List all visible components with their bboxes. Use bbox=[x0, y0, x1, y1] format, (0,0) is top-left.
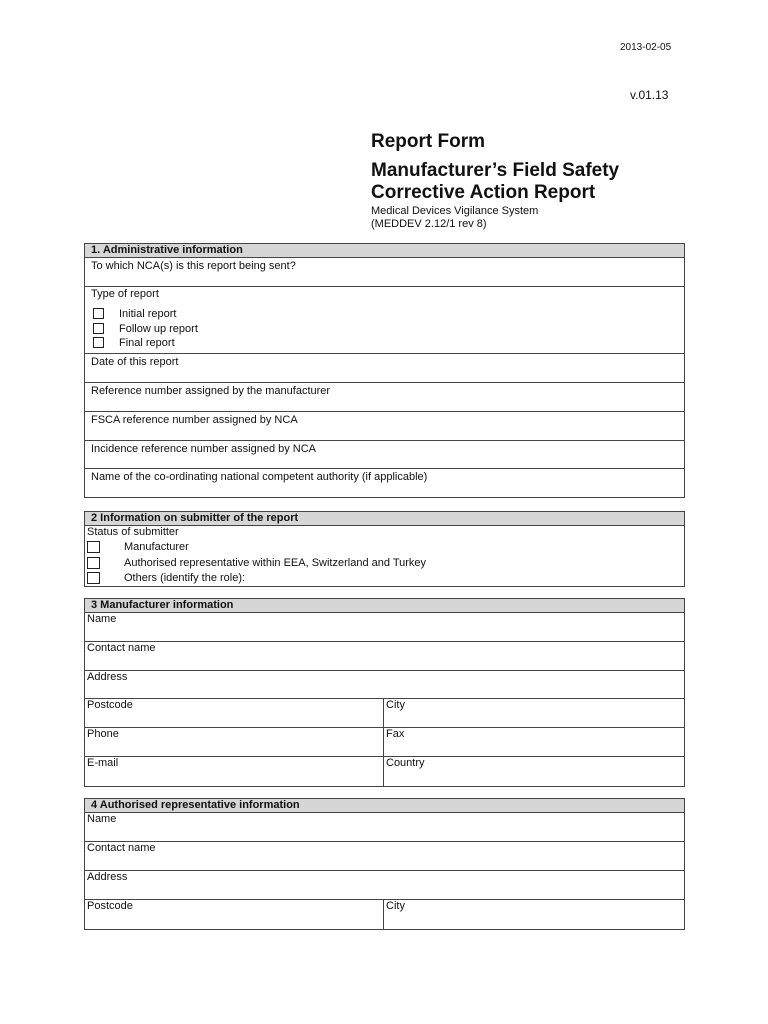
section-administrative-information bbox=[84, 243, 685, 498]
option-authorised-representative[interactable] bbox=[87, 556, 677, 570]
field-label: Address bbox=[87, 671, 128, 683]
section-heading: 2 Information on submitter of the report bbox=[85, 512, 684, 526]
option-label: Follow up report bbox=[119, 323, 198, 335]
incidence-reference-field[interactable] bbox=[85, 441, 684, 469]
document-version: v.01.13 bbox=[630, 88, 669, 102]
option-label: Others (identify the role): bbox=[124, 572, 246, 584]
option-initial-report[interactable] bbox=[93, 307, 393, 321]
field-label: Contact name bbox=[87, 842, 156, 854]
postcode-field[interactable] bbox=[85, 900, 384, 929]
field-label: Country bbox=[386, 757, 425, 769]
option-label: Final report bbox=[119, 337, 175, 349]
field-label: To which NCA(s) is this report being sent? bbox=[91, 260, 296, 272]
option-label: Initial report bbox=[119, 308, 177, 320]
manufacturer-name-field[interactable] bbox=[85, 613, 684, 642]
checkbox[interactable] bbox=[93, 337, 104, 348]
field-label: Incidence reference number assigned by NCA bbox=[91, 443, 317, 455]
field-label: City bbox=[386, 699, 405, 711]
field-label: Postcode bbox=[87, 699, 133, 711]
field-label: Status of submitter bbox=[87, 526, 179, 538]
manufacturer-postcode-city-row bbox=[85, 699, 684, 728]
coordinating-authority-field[interactable] bbox=[85, 469, 684, 497]
type-of-report-field bbox=[85, 287, 684, 354]
section-manufacturer-information bbox=[84, 598, 685, 787]
status-of-submitter-field bbox=[85, 526, 684, 586]
system-name: Medical Devices Vigilance System bbox=[371, 205, 539, 217]
form-subtitle: Manufacturer’s Field Safety Corrective Action Report bbox=[371, 160, 620, 203]
field-label: Name bbox=[87, 613, 117, 625]
meddev-reference: (MEDDEV 2.12/1 rev 8) bbox=[371, 218, 487, 230]
field-label: City bbox=[386, 900, 405, 912]
nca-field[interactable] bbox=[85, 258, 684, 287]
phone-field[interactable] bbox=[85, 728, 384, 756]
field-label: E-mail bbox=[87, 757, 119, 769]
option-manufacturer[interactable] bbox=[87, 540, 677, 554]
representative-address-field[interactable] bbox=[85, 871, 684, 900]
city-field[interactable] bbox=[384, 900, 684, 929]
field-label: Reference number assigned by the manufacturer bbox=[91, 385, 331, 397]
field-label: Postcode bbox=[87, 900, 133, 912]
manufacturer-contact-field[interactable] bbox=[85, 642, 684, 671]
manufacturer-email-country-row bbox=[85, 757, 684, 786]
field-label: Type of report bbox=[91, 288, 159, 300]
field-label: Address bbox=[87, 871, 128, 883]
checkbox[interactable] bbox=[93, 323, 104, 334]
field-label: Name of the co-ordinating national competent authority (if applicable) bbox=[91, 471, 428, 483]
field-label: Contact name bbox=[87, 642, 156, 654]
option-follow-up-report[interactable] bbox=[93, 322, 393, 336]
section-heading: 4 Authorised representative information bbox=[85, 799, 684, 813]
option-others[interactable] bbox=[87, 571, 677, 585]
option-label: Manufacturer bbox=[124, 541, 189, 553]
fax-field[interactable] bbox=[384, 728, 684, 756]
field-label: Date of this report bbox=[91, 356, 179, 368]
representative-contact-field[interactable] bbox=[85, 842, 684, 871]
field-label: Fax bbox=[386, 728, 405, 740]
email-field[interactable] bbox=[85, 757, 384, 786]
postcode-field[interactable] bbox=[85, 699, 384, 727]
document-date: 2013-02-05 bbox=[620, 42, 672, 53]
field-label: Name bbox=[87, 813, 117, 825]
representative-name-field[interactable] bbox=[85, 813, 684, 842]
country-field[interactable] bbox=[384, 757, 684, 786]
option-label: Authorised representative within EEA, Switzerland and Turkey bbox=[124, 557, 427, 569]
date-of-report-field[interactable] bbox=[85, 354, 684, 383]
city-field[interactable] bbox=[384, 699, 684, 727]
checkbox[interactable] bbox=[87, 541, 100, 553]
field-label: Phone bbox=[87, 728, 119, 740]
manufacturer-phone-fax-row bbox=[85, 728, 684, 757]
option-final-report[interactable] bbox=[93, 336, 393, 350]
section-heading: 3 Manufacturer information bbox=[85, 599, 684, 613]
section-heading: 1. Administrative information bbox=[85, 244, 684, 258]
checkbox[interactable] bbox=[87, 557, 100, 569]
manufacturer-address-field[interactable] bbox=[85, 671, 684, 699]
checkbox[interactable] bbox=[87, 572, 100, 584]
manufacturer-reference-field[interactable] bbox=[85, 383, 684, 412]
form-title: Report Form bbox=[371, 131, 485, 152]
fsca-reference-field[interactable] bbox=[85, 412, 684, 441]
representative-postcode-city-row bbox=[85, 900, 684, 929]
checkbox[interactable] bbox=[93, 308, 104, 319]
section-submitter-information bbox=[84, 511, 685, 587]
field-label: FSCA reference number assigned by NCA bbox=[91, 414, 298, 426]
section-authorised-representative-information bbox=[84, 798, 685, 930]
